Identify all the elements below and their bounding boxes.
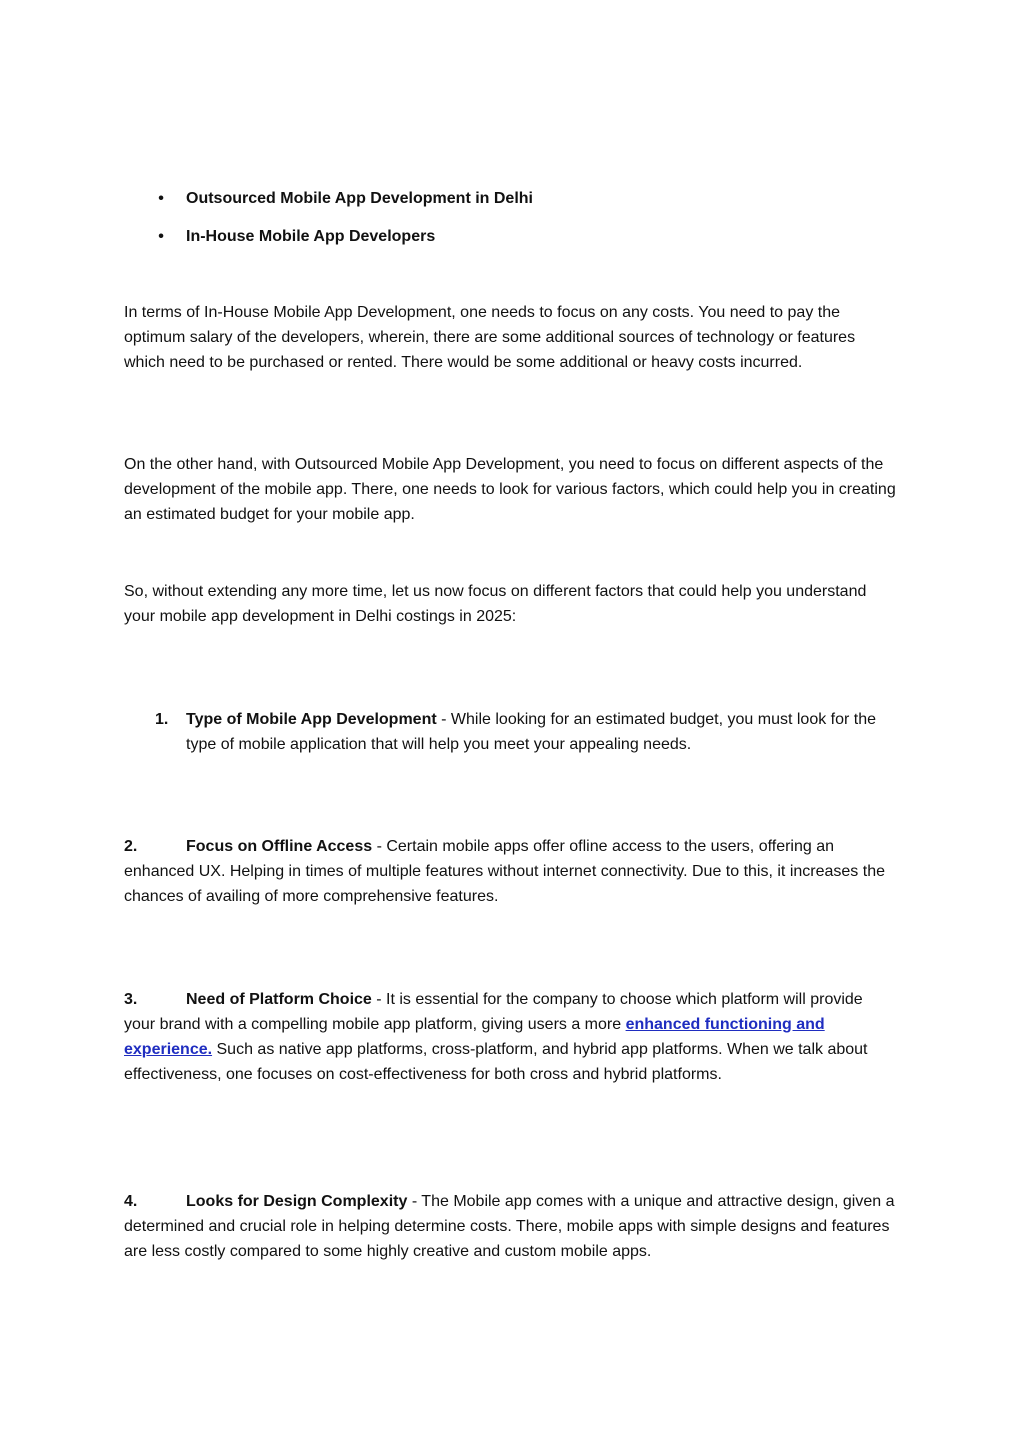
item-title: Need of Platform Choice bbox=[186, 991, 372, 1008]
factor-item-2 bbox=[124, 834, 896, 909]
factor-item-1 bbox=[155, 707, 886, 757]
bullet-text: Outsourced Mobile App Development in Delhi bbox=[186, 190, 533, 207]
item-text: Such as native app platforms, cross-platform, and hybrid app platforms. When we talk about effectiveness, one focuses on cost-effectiveness for both cross and hybrid platforms. bbox=[124, 1041, 868, 1083]
factor-item-3 bbox=[124, 987, 896, 1087]
item-text: - Certain mobile apps offer ofline access to the users, offering an enhanced UX. Helping in times of multiple features without internet connectivity. Due to this, it increases the chances of availing of more comprehensive features. bbox=[124, 838, 885, 905]
item-text: - It is essential for the company to choose which platform will provide your brand with a compelling mobile app platform, giving users a more bbox=[124, 991, 863, 1033]
item-number: 4. bbox=[124, 1193, 138, 1210]
item-text: - The Mobile app comes with a unique and attractive design, given a determined and crucial role in helping determine costs. There, mobile apps with simple designs and features are less costly compared to some highly creative and custom mobile apps. bbox=[124, 1193, 895, 1260]
item-title: Focus on Offline Access bbox=[186, 838, 373, 855]
paragraph-intro-factors: So, without extending any more time, let us now focus on different factors that could help you understand your mobile app development in Delhi costings in 2025: bbox=[124, 583, 867, 625]
item-number: 2. bbox=[124, 838, 138, 855]
paragraph-in-house: In terms of In-House Mobile App Development, one needs to focus on any costs. You need to pay the optimum salary of the developers, wherein, there are some additional sources of technology or features which need to be purchased or rented. There would be some additional or heavy costs incurred. bbox=[124, 304, 856, 371]
bullet-dot-icon: • bbox=[158, 190, 164, 207]
bullet-text: In-House Mobile App Developers bbox=[186, 228, 436, 245]
bullet-list-item bbox=[0, 224, 1024, 249]
item-title: Looks for Design Complexity bbox=[186, 1193, 408, 1210]
item-text: - While looking for an estimated budget, you must look for the type of mobile application that will help you meet your appealing needs. bbox=[186, 711, 877, 753]
item-title: Type of Mobile App Development bbox=[186, 711, 437, 728]
bullet-dot-icon: • bbox=[158, 228, 164, 245]
item-number: 3. bbox=[124, 991, 138, 1008]
item-number: 1. bbox=[155, 711, 169, 728]
enhanced-functioning-link[interactable]: enhanced functioning and experience. bbox=[124, 1016, 825, 1058]
bullet-list-item bbox=[0, 186, 1024, 211]
factor-item-4 bbox=[124, 1189, 896, 1264]
paragraph-outsourced: On the other hand, with Outsourced Mobile App Development, you need to focus on different aspects of the development of the mobile app. There, one needs to look for various factors, which could help you in creating an estimated budget for your mobile app. bbox=[124, 456, 896, 523]
